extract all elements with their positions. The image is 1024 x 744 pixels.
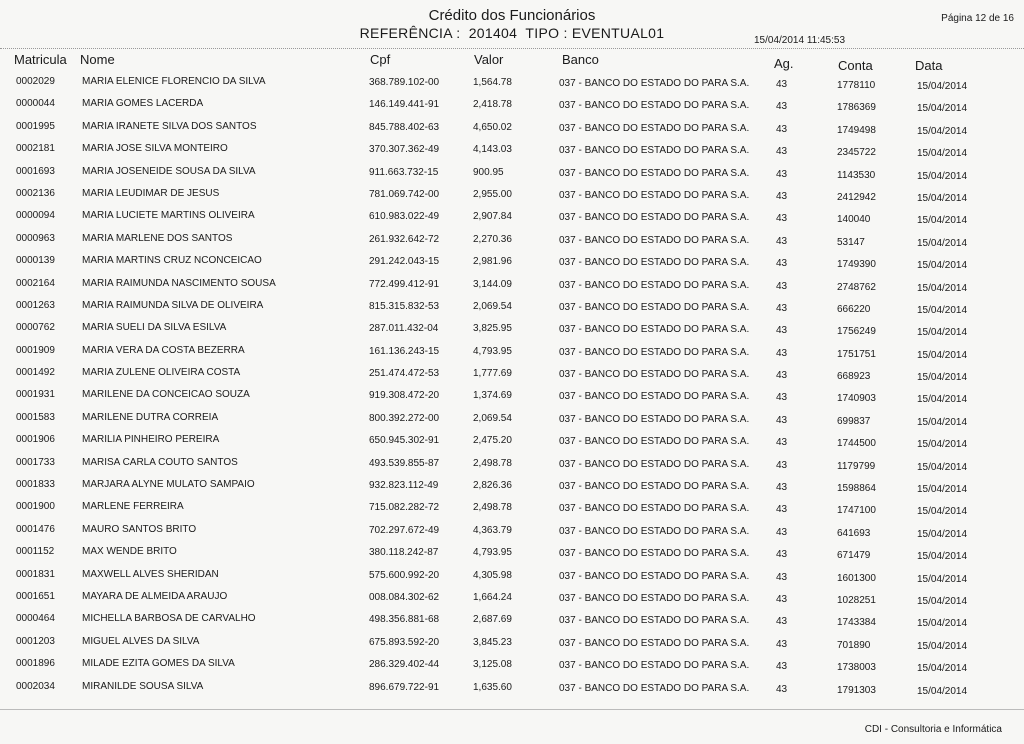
cell-valor: 2,418.78 xyxy=(473,99,512,111)
cell-data: 15/04/2014 xyxy=(917,461,968,473)
cell-nome: MARIA JOSENEIDE SOUSA DA SILVA xyxy=(82,165,256,177)
cell-valor: 4,793.95 xyxy=(473,547,512,559)
cell-valor: 1,374.69 xyxy=(473,390,512,402)
cell-cpf: 251.474.472-53 xyxy=(369,368,440,380)
cell-conta: 699837 xyxy=(837,415,871,427)
cell-cpf: 919.308.472-20 xyxy=(369,390,440,402)
cell-nome: MARIA VERA DA COSTA BEZERRA xyxy=(82,344,245,356)
cell-matricula: 0002164 xyxy=(16,277,55,289)
table-row xyxy=(0,206,1024,228)
cell-matricula: 0001152 xyxy=(16,546,55,558)
cell-banco: 037 - BANCO DO ESTADO DO PARA S.A. xyxy=(559,324,750,336)
cell-conta: 1598864 xyxy=(837,483,876,495)
table-row xyxy=(0,296,1024,318)
cell-nome: MARLENE FERREIRA xyxy=(82,501,184,513)
cell-cpf: 161.136.243-15 xyxy=(369,345,440,357)
table-row xyxy=(0,363,1024,385)
table-row xyxy=(0,184,1024,206)
cell-valor: 2,069.54 xyxy=(473,300,512,312)
cell-banco: 037 - BANCO DO ESTADO DO PARA S.A. xyxy=(559,369,750,381)
cell-banco: 037 - BANCO DO ESTADO DO PARA S.A. xyxy=(559,548,750,560)
cell-data: 15/04/2014 xyxy=(917,416,968,428)
cell-nome: MARIA RAIMUNDA NASCIMENTO SOUSA xyxy=(82,277,276,289)
reference-label: REFERÊNCIA : xyxy=(359,25,461,41)
cell-matricula: 0002136 xyxy=(16,187,55,199)
table-row xyxy=(0,587,1024,609)
cell-matricula: 0002181 xyxy=(16,143,55,155)
cell-conta: 2412942 xyxy=(837,191,876,203)
cell-data: 15/04/2014 xyxy=(917,148,968,160)
cell-data: 15/04/2014 xyxy=(917,618,968,630)
cell-matricula: 0001896 xyxy=(16,658,55,670)
cell-ag: 43 xyxy=(776,571,788,583)
cell-data: 15/04/2014 xyxy=(917,327,968,339)
cell-matricula: 0001831 xyxy=(16,568,55,580)
cell-nome: MARIA LEUDIMAR DE JESUS xyxy=(82,187,220,199)
cell-conta: 671479 xyxy=(837,550,871,562)
cell-cpf: 286.329.402-44 xyxy=(369,659,440,671)
cell-matricula: 0001476 xyxy=(16,523,55,535)
cell-data: 15/04/2014 xyxy=(917,685,968,697)
cell-matricula: 0000464 xyxy=(16,613,55,625)
cell-nome: MARIA ZULENE OLIVEIRA COSTA xyxy=(82,367,241,379)
cell-valor: 2,687.69 xyxy=(473,614,512,626)
cell-ag: 43 xyxy=(776,392,788,404)
cell-conta: 53147 xyxy=(837,236,865,248)
cell-matricula: 0001900 xyxy=(16,501,55,513)
cell-nome: MARIA IRANETE SILVA DOS SANTOS xyxy=(82,120,257,132)
table-row xyxy=(0,609,1024,631)
cell-cpf: 368.789.102-00 xyxy=(369,77,440,88)
cell-cpf: 896.679.722-91 xyxy=(369,681,440,693)
cell-banco: 037 - BANCO DO ESTADO DO PARA S.A. xyxy=(559,234,750,246)
cell-valor: 4,650.02 xyxy=(473,121,512,133)
table-row xyxy=(0,274,1024,296)
cell-banco: 037 - BANCO DO ESTADO DO PARA S.A. xyxy=(559,189,750,201)
table-row xyxy=(0,229,1024,251)
cell-data: 15/04/2014 xyxy=(917,506,968,518)
cell-cpf: 932.823.112-49 xyxy=(369,480,439,492)
table-row xyxy=(0,632,1024,654)
cell-cpf: 800.392.272-00 xyxy=(369,412,440,424)
cell-ag: 43 xyxy=(776,459,788,471)
cell-banco: 037 - BANCO DO ESTADO DO PARA S.A. xyxy=(559,436,750,448)
cell-matricula: 0002029 xyxy=(16,76,55,87)
table-row xyxy=(0,677,1024,699)
cell-cpf: 575.600.992-20 xyxy=(369,569,440,581)
cell-cpf: 772.499.412-91 xyxy=(369,278,440,290)
table-row xyxy=(0,94,1024,116)
cell-banco: 037 - BANCO DO ESTADO DO PARA S.A. xyxy=(559,100,750,112)
cell-nome: MARILENE DUTRA CORREIA xyxy=(82,411,219,423)
cell-ag: 43 xyxy=(776,146,788,158)
cell-ag: 43 xyxy=(776,168,788,180)
cell-conta: 701890 xyxy=(837,639,871,651)
cell-banco: 037 - BANCO DO ESTADO DO PARA S.A. xyxy=(559,346,750,358)
cell-data: 15/04/2014 xyxy=(917,573,968,585)
cell-conta: 1738003 xyxy=(837,662,876,674)
table-row xyxy=(0,318,1024,340)
cell-valor: 2,270.36 xyxy=(473,233,512,245)
cell-data: 15/04/2014 xyxy=(917,192,968,204)
cell-data: 15/04/2014 xyxy=(917,215,968,227)
cell-conta: 1747100 xyxy=(837,505,876,517)
cell-matricula: 0001651 xyxy=(16,590,55,602)
cell-valor: 2,475.20 xyxy=(473,435,512,447)
cell-nome: MILADE EZITA GOMES DA SILVA xyxy=(82,658,235,670)
cell-ag: 43 xyxy=(776,325,788,337)
cell-valor: 1,664.24 xyxy=(473,591,512,603)
cell-nome: MIRANILDE SOUSA SILVA xyxy=(82,680,204,692)
cell-data: 15/04/2014 xyxy=(917,81,968,92)
cell-valor: 2,498.78 xyxy=(473,502,512,514)
cell-conta: 1143530 xyxy=(837,169,876,181)
cell-valor: 4,305.98 xyxy=(473,569,512,581)
table-row xyxy=(0,453,1024,475)
page-number: Página 12 de 16 xyxy=(941,13,1014,24)
cell-nome: MARIA SUELI DA SILVA ESILVA xyxy=(82,322,227,334)
cell-valor: 2,826.36 xyxy=(473,480,512,492)
cell-data: 15/04/2014 xyxy=(917,640,968,652)
cell-cpf: 287.011.432-04 xyxy=(369,323,439,335)
cell-cpf: 911.663.732-15 xyxy=(369,166,439,178)
cell-conta: 666220 xyxy=(837,303,871,315)
cell-data: 15/04/2014 xyxy=(917,282,968,294)
cell-conta: 1756249 xyxy=(837,326,876,338)
cell-valor: 2,981.96 xyxy=(473,256,512,268)
header-divider xyxy=(0,48,1024,49)
cell-valor: 4,143.03 xyxy=(473,144,512,156)
table-row xyxy=(0,117,1024,139)
column-header-nome: Nome xyxy=(80,52,115,67)
cell-ag: 43 xyxy=(776,79,788,90)
cell-ag: 43 xyxy=(776,661,788,673)
cell-nome: MAX WENDE BRITO xyxy=(82,546,177,558)
cell-ag: 43 xyxy=(776,526,788,538)
cell-cpf: 675.893.592-20 xyxy=(369,636,440,648)
cell-valor: 900.95 xyxy=(473,166,504,178)
cell-conta: 1743384 xyxy=(837,617,876,629)
column-header-data: Data xyxy=(915,58,943,73)
cell-banco: 037 - BANCO DO ESTADO DO PARA S.A. xyxy=(559,458,750,470)
cell-banco: 037 - BANCO DO ESTADO DO PARA S.A. xyxy=(559,503,750,515)
cell-valor: 2,498.78 xyxy=(473,457,512,469)
cell-nome: MARIA ELENICE FLORENCIO DA SILVA xyxy=(82,76,266,87)
cell-ag: 43 xyxy=(776,370,788,382)
cell-data: 15/04/2014 xyxy=(917,394,968,406)
table-row xyxy=(0,341,1024,363)
cell-nome: MARIA GOMES LACERDA xyxy=(82,98,204,110)
table-row xyxy=(0,385,1024,407)
cell-cpf: 702.297.672-49 xyxy=(369,524,440,536)
cell-banco: 037 - BANCO DO ESTADO DO PARA S.A. xyxy=(559,122,750,134)
cell-ag: 43 xyxy=(776,123,788,135)
cell-cpf: 845.788.402-63 xyxy=(369,121,440,133)
cell-nome: MARIA MARLENE DOS SANTOS xyxy=(82,232,233,244)
cell-valor: 2,069.54 xyxy=(473,412,512,424)
cell-conta: 1179799 xyxy=(837,460,876,472)
cell-nome: MAURO SANTOS BRITO xyxy=(82,523,197,535)
cell-data: 15/04/2014 xyxy=(917,551,968,563)
cell-banco: 037 - BANCO DO ESTADO DO PARA S.A. xyxy=(559,279,750,291)
report-subtitle xyxy=(0,25,1024,41)
cell-conta: 1786369 xyxy=(837,102,876,114)
cell-conta: 641693 xyxy=(837,527,871,539)
cell-cpf: 261.932.642-72 xyxy=(369,233,440,245)
cell-valor: 2,955.00 xyxy=(473,188,512,200)
cell-conta: 140040 xyxy=(837,214,871,226)
cell-valor: 3,845.23 xyxy=(473,636,512,648)
cell-matricula: 0001203 xyxy=(16,635,55,647)
cell-conta: 1028251 xyxy=(837,594,876,606)
cell-valor: 3,125.08 xyxy=(473,659,512,671)
cell-valor: 3,825.95 xyxy=(473,323,512,335)
cell-banco: 037 - BANCO DO ESTADO DO PARA S.A. xyxy=(559,145,750,157)
cell-cpf: 650.945.302-91 xyxy=(369,435,440,447)
table-row xyxy=(0,72,1024,94)
cell-banco: 037 - BANCO DO ESTADO DO PARA S.A. xyxy=(559,682,750,694)
cell-banco: 037 - BANCO DO ESTADO DO PARA S.A. xyxy=(559,615,750,627)
cell-valor: 1,564.78 xyxy=(473,77,512,88)
cell-banco: 037 - BANCO DO ESTADO DO PARA S.A. xyxy=(559,301,750,313)
cell-ag: 43 xyxy=(776,258,788,270)
cell-ag: 43 xyxy=(776,235,788,247)
table-row xyxy=(0,565,1024,587)
cell-data: 15/04/2014 xyxy=(917,595,968,607)
footer-credit: CDI - Consultoria e Informática xyxy=(864,724,1002,735)
table-row xyxy=(0,430,1024,452)
cell-data: 15/04/2014 xyxy=(917,484,968,496)
cell-data: 15/04/2014 xyxy=(917,237,968,249)
cell-ag: 43 xyxy=(776,213,788,225)
cell-ag: 43 xyxy=(776,280,788,292)
cell-data: 15/04/2014 xyxy=(917,349,968,361)
cell-banco: 037 - BANCO DO ESTADO DO PARA S.A. xyxy=(559,413,750,425)
cell-matricula: 0001995 xyxy=(16,120,55,132)
cell-conta: 2748762 xyxy=(837,281,876,293)
cell-data: 15/04/2014 xyxy=(917,663,968,675)
cell-ag: 43 xyxy=(776,616,788,628)
cell-nome: MARIA MARTINS CRUZ NCONCEICAO xyxy=(82,255,262,267)
table-row xyxy=(0,497,1024,519)
cell-conta: 1749390 xyxy=(837,259,876,271)
cell-matricula: 0001583 xyxy=(16,411,55,423)
cell-ag: 43 xyxy=(776,302,788,314)
cell-cpf: 493.539.855-87 xyxy=(369,457,440,469)
cell-conta: 1740903 xyxy=(837,393,876,405)
cell-banco: 037 - BANCO DO ESTADO DO PARA S.A. xyxy=(559,257,750,269)
table-row xyxy=(0,542,1024,564)
cell-matricula: 0000139 xyxy=(16,255,55,267)
cell-conta: 1778110 xyxy=(837,80,876,91)
employee-table xyxy=(0,72,1024,699)
table-row xyxy=(0,520,1024,542)
cell-conta: 1751751 xyxy=(837,348,876,360)
cell-ag: 43 xyxy=(776,593,788,605)
cell-conta: 1744500 xyxy=(837,438,876,450)
cell-matricula: 0000044 xyxy=(16,98,55,110)
cell-banco: 037 - BANCO DO ESTADO DO PARA S.A. xyxy=(559,78,750,89)
cell-cpf: 291.242.043-15 xyxy=(369,256,440,268)
cell-cpf: 498.356.881-68 xyxy=(369,614,440,626)
cell-matricula: 0001909 xyxy=(16,344,55,356)
cell-data: 15/04/2014 xyxy=(917,372,968,384)
column-header-banco: Banco xyxy=(562,52,599,67)
cell-nome: MARJARA ALYNE MULATO SAMPAIO xyxy=(82,479,255,491)
cell-cpf: 815.315.832-53 xyxy=(369,300,440,312)
cell-ag: 43 xyxy=(776,683,788,695)
cell-matricula: 0001492 xyxy=(16,367,55,379)
cell-data: 15/04/2014 xyxy=(917,125,968,137)
cell-data: 15/04/2014 xyxy=(917,170,968,182)
cell-nome: MARILENE DA CONCEICAO SOUZA xyxy=(82,389,250,401)
cell-ag: 43 xyxy=(776,190,788,202)
cell-ag: 43 xyxy=(776,549,788,561)
cell-banco: 037 - BANCO DO ESTADO DO PARA S.A. xyxy=(559,391,750,403)
cell-banco: 037 - BANCO DO ESTADO DO PARA S.A. xyxy=(559,592,750,604)
cell-nome: MIGUEL ALVES DA SILVA xyxy=(82,635,200,647)
table-row xyxy=(0,251,1024,273)
cell-valor: 2,907.84 xyxy=(473,211,512,223)
cell-data: 15/04/2014 xyxy=(917,260,968,272)
column-header-cpf: Cpf xyxy=(370,52,391,67)
cell-matricula: 0000094 xyxy=(16,210,55,222)
cell-data: 15/04/2014 xyxy=(917,304,968,316)
cell-ag: 43 xyxy=(776,482,788,494)
cell-valor: 1,777.69 xyxy=(473,368,512,380)
column-header-ag: Ag. xyxy=(774,56,794,71)
reference-value: 201404 xyxy=(468,25,518,41)
cell-nome: MAYARA DE ALMEIDA ARAUJO xyxy=(82,590,228,602)
cell-cpf: 008.084.302-62 xyxy=(369,591,440,603)
cell-banco: 037 - BANCO DO ESTADO DO PARA S.A. xyxy=(559,637,750,649)
cell-matricula: 0002034 xyxy=(16,680,55,692)
cell-banco: 037 - BANCO DO ESTADO DO PARA S.A. xyxy=(559,481,750,493)
cell-banco: 037 - BANCO DO ESTADO DO PARA S.A. xyxy=(559,660,750,672)
cell-data: 15/04/2014 xyxy=(917,103,968,115)
column-header-valor: Valor xyxy=(474,52,504,67)
cell-matricula: 0001733 xyxy=(16,456,55,468)
cell-nome: MICHELLA BARBOSA DE CARVALHO xyxy=(82,613,256,625)
cell-ag: 43 xyxy=(776,504,788,516)
footer-divider xyxy=(0,709,1024,710)
table-row xyxy=(0,139,1024,161)
cell-nome: MARIA LUCIETE MARTINS OLIVEIRA xyxy=(82,210,255,222)
cell-data: 15/04/2014 xyxy=(917,528,968,540)
cell-nome: MAXWELL ALVES SHERIDAN xyxy=(82,568,219,580)
table-row xyxy=(0,162,1024,184)
report-timestamp: 15/04/2014 11:45:53 xyxy=(754,35,846,46)
cell-matricula: 0001906 xyxy=(16,434,55,446)
report-title: Crédito dos Funcionários xyxy=(428,7,596,24)
cell-ag: 43 xyxy=(776,347,788,359)
tipo-label: TIPO : EVENTUAL01 xyxy=(525,25,665,41)
cell-cpf: 715.082.282-72 xyxy=(369,502,440,514)
cell-ag: 43 xyxy=(776,437,788,449)
table-row xyxy=(0,654,1024,676)
cell-conta: 1749498 xyxy=(837,124,876,136)
cell-matricula: 0000963 xyxy=(16,232,55,244)
table-row xyxy=(0,475,1024,497)
cell-nome: MARISA CARLA COUTO SANTOS xyxy=(82,456,238,468)
cell-banco: 037 - BANCO DO ESTADO DO PARA S.A. xyxy=(559,525,750,537)
cell-conta: 668923 xyxy=(837,371,871,383)
cell-matricula: 0001931 xyxy=(16,389,55,401)
cell-cpf: 370.307.362-49 xyxy=(369,144,440,156)
column-header-conta: Conta xyxy=(838,58,873,73)
table-row xyxy=(0,408,1024,430)
cell-conta: 1791303 xyxy=(837,684,876,696)
cell-ag: 43 xyxy=(776,414,788,426)
cell-cpf: 610.983.022-49 xyxy=(369,211,440,223)
cell-cpf: 380.118.242-87 xyxy=(369,547,439,559)
cell-data: 15/04/2014 xyxy=(917,439,968,451)
cell-conta: 1601300 xyxy=(837,572,876,584)
cell-nome: MARIA RAIMUNDA SILVA DE OLIVEIRA xyxy=(82,299,264,311)
cell-valor: 4,363.79 xyxy=(473,524,512,536)
cell-conta: 2345722 xyxy=(837,147,876,159)
cell-matricula: 0000762 xyxy=(16,322,55,334)
cell-ag: 43 xyxy=(776,638,788,650)
cell-banco: 037 - BANCO DO ESTADO DO PARA S.A. xyxy=(559,167,750,179)
cell-nome: MARILIA PINHEIRO PEREIRA xyxy=(82,434,220,446)
cell-banco: 037 - BANCO DO ESTADO DO PARA S.A. xyxy=(559,570,750,582)
cell-matricula: 0001263 xyxy=(16,299,55,311)
cell-valor: 3,144.09 xyxy=(473,278,512,290)
cell-valor: 4,793.95 xyxy=(473,345,512,357)
cell-cpf: 781.069.742-00 xyxy=(369,188,440,200)
cell-nome: MARIA JOSE SILVA MONTEIRO xyxy=(82,143,228,155)
cell-banco: 037 - BANCO DO ESTADO DO PARA S.A. xyxy=(559,212,750,224)
cell-valor: 1,635.60 xyxy=(473,681,512,693)
cell-matricula: 0001833 xyxy=(16,479,55,491)
cell-matricula: 0001693 xyxy=(16,165,55,177)
cell-cpf: 146.149.441-91 xyxy=(369,99,440,111)
column-header-matricula: Matricula xyxy=(14,52,67,67)
cell-ag: 43 xyxy=(776,101,788,113)
